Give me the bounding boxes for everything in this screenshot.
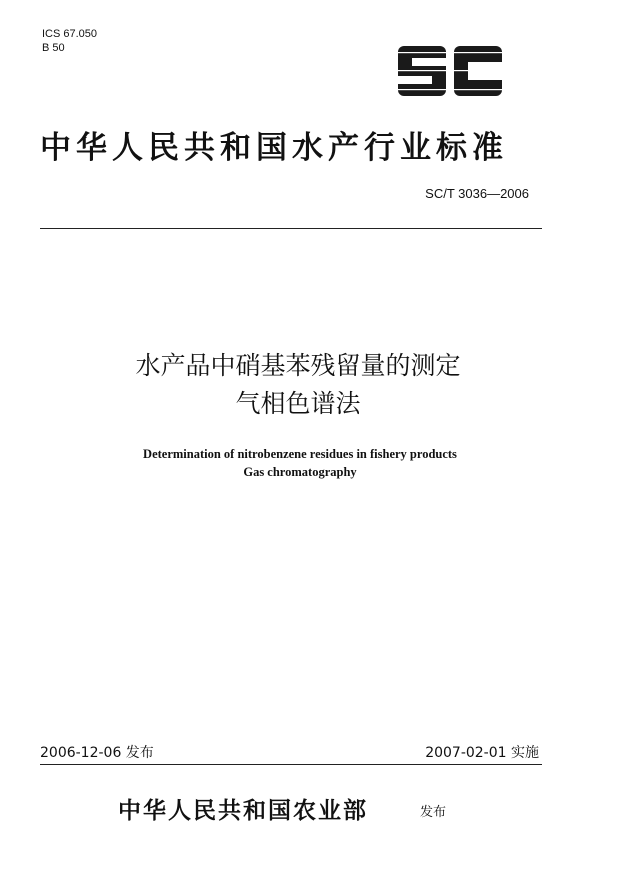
bottom-divider bbox=[40, 764, 542, 765]
implementation-date: 2007-02-01 实施 bbox=[425, 745, 539, 761]
top-divider bbox=[40, 228, 542, 229]
title-english-line1: Determination of nitrobenzene residues in fishery products bbox=[143, 447, 457, 461]
standard-number: SC/T 3036—2006 bbox=[425, 186, 529, 201]
publisher-name: 中华人民共和国农业部 bbox=[118, 797, 368, 824]
title-english-line2: Gas chromatography bbox=[243, 465, 357, 479]
title-chinese-line1: 水产品中硝基苯残留量的测定 bbox=[135, 351, 461, 380]
publish-label: 发布 bbox=[420, 805, 447, 820]
title-chinese-line2: 气相色谱法 bbox=[235, 389, 361, 418]
ccs-code: B 50 bbox=[42, 42, 65, 54]
sc-logo bbox=[398, 46, 502, 96]
sc-logo-graphic bbox=[398, 46, 502, 96]
ics-code: ICS 67.050 bbox=[42, 28, 98, 40]
issue-date: 2006-12-06 发布 bbox=[40, 745, 154, 761]
organization-title: 中华人民共和国水产行业标准 bbox=[40, 130, 508, 166]
